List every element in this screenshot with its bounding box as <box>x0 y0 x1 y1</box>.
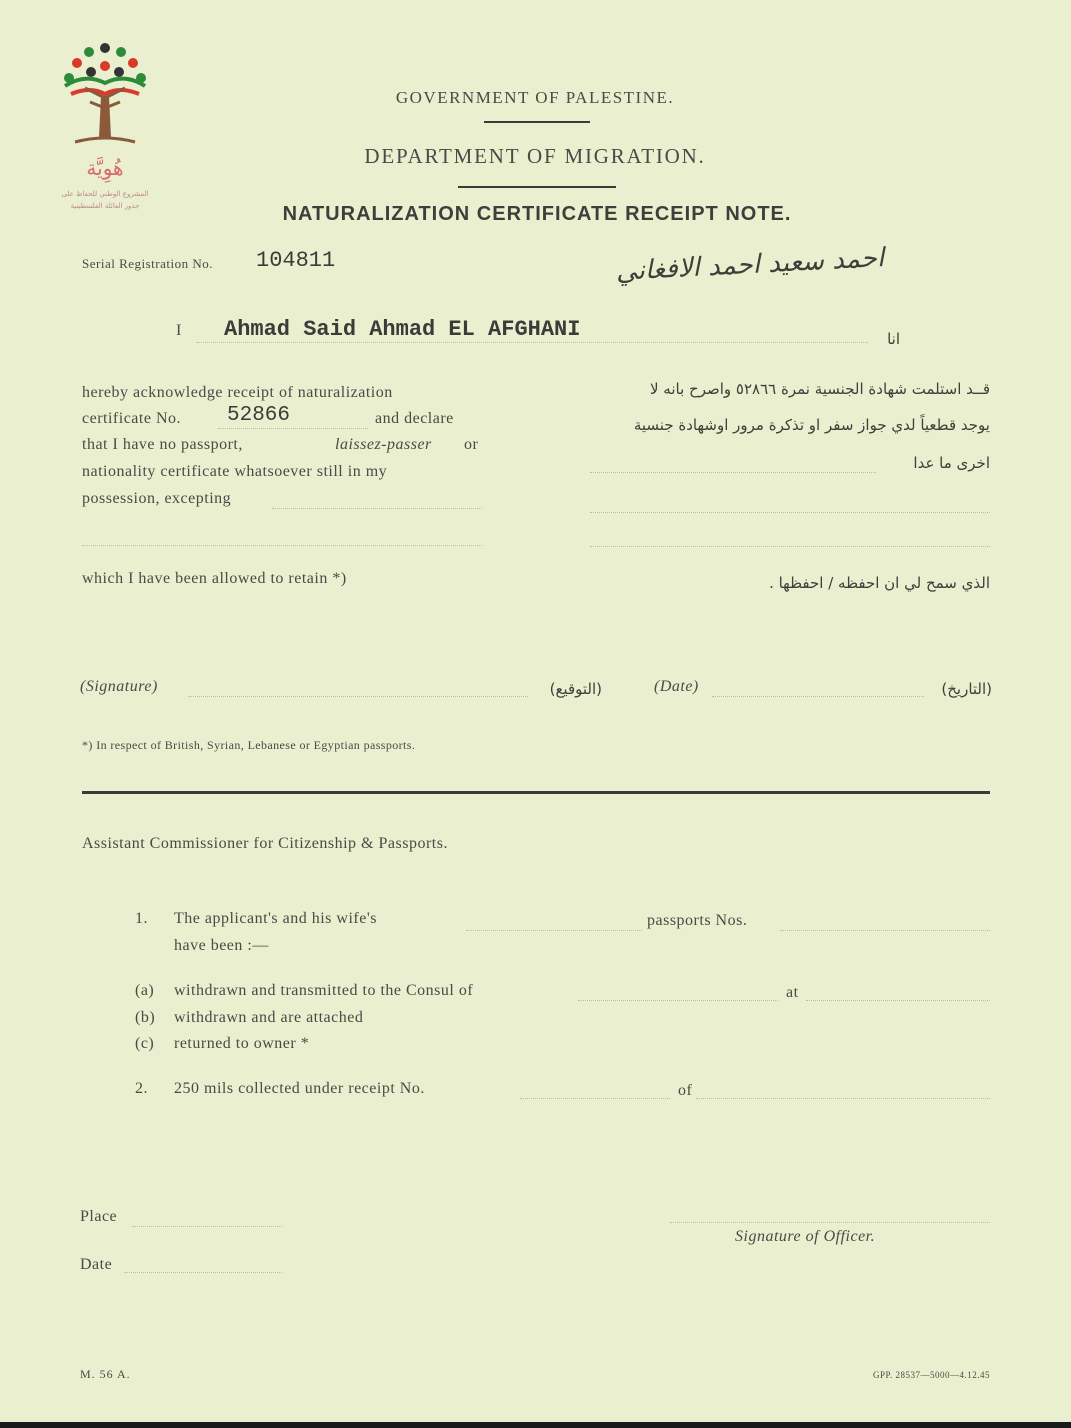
item2-text: 250 mils collected under receipt No. <box>174 1080 425 1097</box>
exceptions-ar-line-1 <box>590 472 876 473</box>
signature-label: (Signature) <box>80 678 158 695</box>
signature-line <box>188 696 528 697</box>
officer-signature-line <box>670 1222 990 1223</box>
option-c-text: returned to owner * <box>174 1035 310 1052</box>
exceptions-ar-line-2 <box>590 512 990 513</box>
declaration-line4: nationality certificate whatsoever still in my <box>82 463 388 480</box>
serial-number: 104811 <box>256 248 336 273</box>
section-divider <box>82 791 990 794</box>
divider <box>458 186 616 188</box>
date-line <box>712 696 924 697</box>
government-heading: GOVERNMENT OF PALESTINE. <box>395 88 675 107</box>
form-code: M. 56 A. <box>80 1367 131 1381</box>
date-label: (Date) <box>654 678 699 695</box>
declaration-ar-line3: اخرى ما عدا <box>913 454 990 472</box>
receipt-number-line <box>520 1098 670 1099</box>
item1-passports-label: passports Nos. <box>647 912 748 929</box>
bottom-date-line <box>124 1272 282 1273</box>
serial-label: Serial Registration No. <box>82 256 214 271</box>
declaration-line2-tail: and declare <box>375 410 454 427</box>
item1-continuation: have been :— <box>174 937 269 954</box>
item2-number: 2. <box>135 1080 148 1097</box>
printer-code: GPP. 28537—5000—4.12.45 <box>872 1370 990 1380</box>
date-label-ar: (التاريخ) <box>941 680 992 698</box>
certificate-number-line <box>218 428 368 429</box>
document-title: NATURALIZATION CERTIFICATE RECEIPT NOTE. <box>282 203 792 225</box>
applicant-prefix-ar: انا <box>887 330 900 348</box>
option-b-label: (b) <box>135 1009 156 1026</box>
declaration-line3-start: that I have no passport, <box>82 436 243 453</box>
arabic-handwritten-name: احمد سعيد احمد الافغاني <box>615 242 885 288</box>
exceptions-ar-line-3 <box>590 546 990 547</box>
applicant-name-line <box>196 342 868 343</box>
option-b-text: withdrawn and are attached <box>174 1009 364 1026</box>
divider <box>484 121 590 123</box>
footnote: *) In respect of British, Syrian, Lebanese or Egyptian passports. <box>82 738 416 752</box>
declaration-line1: hereby acknowledge receipt of naturalization <box>82 384 393 401</box>
declaration-ar-line2: يوجد قطعياً لدي جواز سفر او تذكرة مرور اوشهادة جنسية <box>633 416 990 434</box>
item1-wife-line <box>466 930 642 931</box>
logo-subtitle-line1: المشروع الوطني للحفاظ على <box>61 190 149 198</box>
department-heading: DEPARTMENT OF MIGRATION. <box>364 144 706 168</box>
declaration-ar-line1: قــد استلمت شهادة الجنسية نمرة ٥٢٨٦٦ واصرح بانه لا <box>649 380 990 398</box>
place-label: Place <box>80 1208 118 1225</box>
commissioner-heading: Assistant Commissioner for Citizenship & Passports. <box>82 835 448 852</box>
applicant-name: Ahmad Said Ahmad EL AFGHANI <box>224 317 581 342</box>
applicant-prefix: I <box>176 322 182 339</box>
officer-signature-label: Signature of Officer. <box>735 1228 876 1245</box>
declaration-line2-label: certificate No. <box>82 410 181 427</box>
option-a-at: at <box>786 984 799 1001</box>
certificate-number: 52866 <box>227 404 291 427</box>
location-line <box>806 1000 990 1001</box>
place-line <box>132 1226 282 1227</box>
item1-number: 1. <box>135 910 148 927</box>
item1-text: The applicant's and his wife's <box>174 910 377 927</box>
logo-subtitle-line2: جذور العائلة الفلسطينية <box>70 202 140 210</box>
declaration-line3-italic: laissez-passer <box>335 436 432 453</box>
declaration-line3-end: or <box>464 436 479 453</box>
logo-title: هُوِيَّة <box>86 156 124 180</box>
signature-label-ar: (التوقيع) <box>549 680 602 698</box>
exceptions-line-1 <box>272 508 482 509</box>
family-tree-icon <box>55 38 155 153</box>
item2-of: of <box>678 1082 693 1099</box>
receipt-date-line <box>696 1098 990 1099</box>
option-c-label: (c) <box>135 1035 155 1052</box>
consul-line <box>578 1000 778 1001</box>
exceptions-line-2 <box>82 545 482 546</box>
organization-logo <box>50 38 160 218</box>
option-a-label: (a) <box>135 982 155 999</box>
bottom-date-label: Date <box>80 1256 113 1273</box>
retain-statement: which I have been allowed to retain *) <box>82 570 347 587</box>
option-a-text: withdrawn and transmitted to the Consul of <box>174 982 474 999</box>
passport-numbers-line <box>780 930 990 931</box>
retain-statement-ar: الذي سمح لي ان احفظه / احفظها . <box>769 574 990 592</box>
declaration-line5: possession, excepting <box>82 490 232 507</box>
